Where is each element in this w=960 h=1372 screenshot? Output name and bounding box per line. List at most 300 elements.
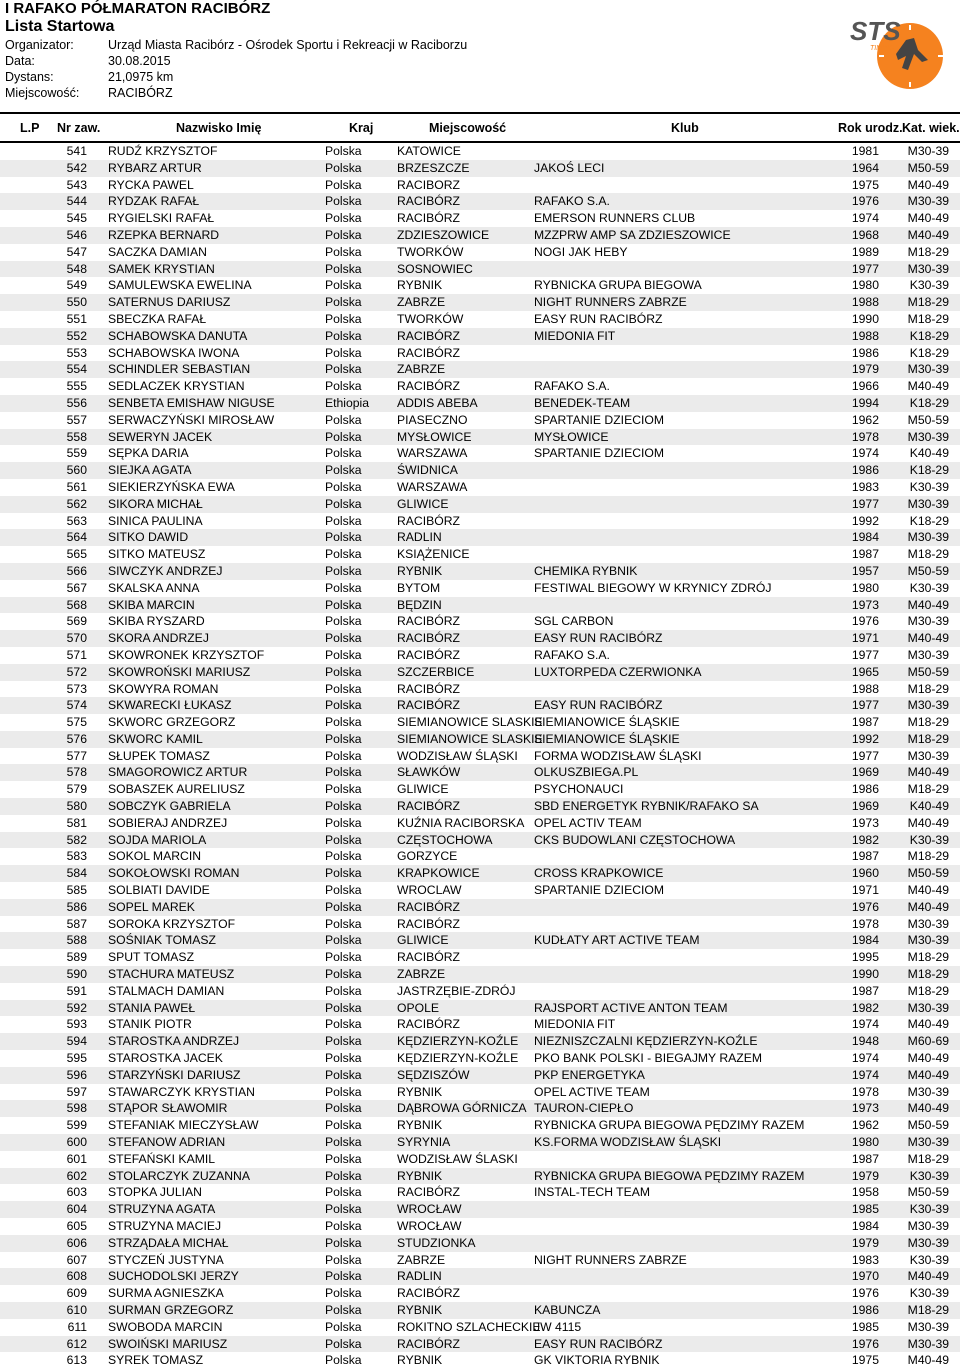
- table-row: [0, 630, 960, 647]
- table-row: [0, 647, 960, 664]
- bib-number: 563: [66, 513, 87, 528]
- bib-number: 594: [66, 1034, 87, 1049]
- club: MYSŁOWICE: [534, 429, 609, 444]
- city: SĘDZISZÓW: [397, 1067, 470, 1082]
- age-category: M50-59: [907, 1118, 949, 1133]
- bib-number: 558: [66, 429, 87, 444]
- country: Polska: [325, 916, 362, 931]
- runner-name: SKOWROŃSKI MARIUSZ: [108, 664, 251, 679]
- city: ZABRZE: [397, 1252, 446, 1267]
- table-row: [0, 899, 960, 916]
- table-row: [0, 1319, 960, 1336]
- bib-number: 609: [66, 1286, 87, 1301]
- table-row: [0, 1134, 960, 1151]
- bib-number: 552: [66, 328, 87, 343]
- bib-number: 578: [66, 765, 87, 780]
- birth-year: 1987: [851, 547, 879, 562]
- city: KATOWICE: [397, 144, 461, 158]
- bib-number: 543: [66, 177, 87, 192]
- runner-name: SKIBA RYSZARD: [108, 614, 205, 629]
- age-category: M40-49: [907, 899, 949, 914]
- birth-year: 1948: [851, 1034, 879, 1049]
- country: Polska: [325, 278, 362, 293]
- city: RACIBÓRZ: [397, 379, 460, 394]
- birth-year: 1974: [851, 1051, 879, 1066]
- club: CHEMIKA RYBNIK: [534, 563, 638, 578]
- bib-number: 544: [66, 194, 87, 209]
- club: PKO BANK POLSKI - BIEGAJMY RAZEM: [534, 1051, 763, 1066]
- birth-year: 1976: [851, 194, 879, 209]
- age-category: K18-29: [909, 395, 949, 410]
- table-row: [0, 177, 960, 194]
- city: ZABRZE: [397, 362, 446, 377]
- club: SBD ENERGETYK RYBNIK/RAFAKO SA: [534, 799, 759, 814]
- age-category: M50-59: [907, 563, 949, 578]
- country: Polska: [325, 1168, 362, 1183]
- club: OLKUSZBIEGA.PL: [534, 765, 639, 780]
- country: Polska: [325, 563, 362, 578]
- birth-year: 1969: [851, 765, 879, 780]
- table-row: [0, 1067, 960, 1084]
- country: Polska: [325, 362, 362, 377]
- country: Polska: [325, 1101, 362, 1116]
- age-category: M18-29: [907, 1151, 949, 1166]
- city: RYBNIK: [397, 1168, 443, 1183]
- birth-year: 1988: [851, 328, 879, 343]
- city: RACIBÓRZ: [397, 950, 460, 965]
- birth-year: 1990: [851, 311, 879, 326]
- age-category: M30-39: [907, 933, 949, 948]
- country: Polska: [325, 429, 362, 444]
- birth-year: 1986: [851, 345, 879, 360]
- col-category: Kat. wiek.: [902, 121, 960, 135]
- city: RADLIN: [397, 1269, 442, 1284]
- bib-number: 577: [66, 748, 87, 763]
- bib-number: 555: [66, 379, 87, 394]
- city: WARSZAWA: [397, 479, 468, 494]
- age-category: K30-39: [909, 479, 949, 494]
- bib-number: 595: [66, 1051, 87, 1066]
- club: KS.FORMA WODZISŁAW ŚLĄSKI: [534, 1135, 722, 1150]
- runner-name: RYBARZ ARTUR: [108, 160, 202, 175]
- birth-year: 1988: [851, 295, 879, 310]
- city: SOSNOWIEC: [397, 261, 473, 276]
- table-row: [0, 1201, 960, 1218]
- city: STUDZIONKA: [397, 1235, 476, 1250]
- runner-name: STRUZYNA AGATA: [108, 1202, 216, 1217]
- table-row: [0, 983, 960, 1000]
- country: Polska: [325, 614, 362, 629]
- birth-year: 1977: [851, 698, 879, 713]
- city: RYBNIK: [397, 1084, 443, 1099]
- runner-name: SKWARECKI ŁUKASZ: [108, 698, 232, 713]
- club: JAKOŚ LECI: [534, 160, 605, 175]
- age-category: M18-29: [907, 295, 949, 310]
- table-row: [0, 882, 960, 899]
- birth-year: 1975: [851, 1353, 879, 1368]
- city: JASTRZĘBIE-ZDRÓJ: [397, 983, 516, 998]
- city: GORZYCE: [397, 849, 458, 864]
- city: DĄBROWA GÓRNICZA: [397, 1101, 527, 1116]
- city: BYTOM: [397, 580, 441, 595]
- club: LUXTORPEDA CZERWIONKA: [534, 664, 702, 679]
- birth-year: 1994: [851, 395, 879, 410]
- table-row: [0, 1218, 960, 1235]
- age-category: K30-39: [909, 832, 949, 847]
- age-category: M40-49: [907, 1051, 949, 1066]
- birth-year: 1979: [851, 1235, 879, 1250]
- birth-year: 1984: [851, 933, 879, 948]
- birth-year: 1987: [851, 983, 879, 998]
- table-row: [0, 429, 960, 446]
- bib-number: 557: [66, 412, 87, 427]
- birth-year: 1984: [851, 530, 879, 545]
- runner-name: SOROKA KRZYSZTOF: [108, 916, 236, 931]
- age-category: M30-39: [907, 647, 949, 662]
- city: KRAPKOWICE: [397, 866, 480, 881]
- country: Polska: [325, 731, 362, 746]
- birth-year: 1992: [851, 731, 879, 746]
- country: Polska: [325, 1252, 362, 1267]
- city: SZCZERBICE: [397, 664, 475, 679]
- bib-number: 589: [66, 950, 87, 965]
- runner-name: SUCHODOLSKI JERZY: [108, 1269, 239, 1284]
- runner-name: RYGIELSKI RAFAŁ: [108, 211, 215, 226]
- city: SŁAWKÓW: [397, 765, 461, 780]
- birth-year: 1992: [851, 513, 879, 528]
- runner-name: SKOWRONEK KRZYSZTOF: [108, 647, 265, 662]
- bib-number: 562: [66, 496, 87, 511]
- table-row: [0, 412, 960, 429]
- birth-year: 1974: [851, 1067, 879, 1082]
- table-row: [0, 1050, 960, 1067]
- club: EASY RUN RACIBÓRZ: [534, 631, 663, 646]
- birth-year: 1976: [851, 899, 879, 914]
- country: Polska: [325, 1219, 362, 1233]
- runner-name: SOBASZEK AURELIUSZ: [108, 782, 245, 797]
- city: RYBNIK: [397, 1302, 443, 1317]
- age-category: K30-39: [909, 1252, 949, 1267]
- city: ŚWIDNICA: [397, 463, 458, 478]
- runner-name: SOLBIATI DAVIDE: [108, 883, 210, 898]
- age-category: K30-39: [909, 1286, 949, 1301]
- city: RACIBÓRZ: [397, 614, 460, 629]
- runner-name: SACZKA DAMIAN: [108, 244, 207, 259]
- runner-name: SCHABOWSKA IWONA: [108, 345, 240, 360]
- country: Polska: [325, 1151, 362, 1166]
- club: FESTIWAL BIEGOWY W KRYNICY ZDRÓJ: [534, 580, 772, 595]
- city: CZĘSTOCHOWA: [397, 832, 493, 847]
- age-category: M40-49: [907, 211, 949, 226]
- city: ZABRZE: [397, 967, 446, 982]
- country: Polska: [325, 1319, 362, 1334]
- bib-number: 608: [66, 1269, 87, 1284]
- birth-year: 1973: [851, 815, 879, 830]
- table-row: [0, 227, 960, 244]
- meta-location: Miejscowość: RACIBÓRZ: [5, 86, 173, 100]
- birth-year: 1974: [851, 446, 879, 461]
- table-row: [0, 1117, 960, 1134]
- document-subtitle: Lista Startowa: [5, 18, 115, 35]
- table-row: [0, 445, 960, 462]
- age-category: K30-39: [909, 580, 949, 595]
- birth-year: 1971: [851, 631, 879, 646]
- country: Polska: [325, 899, 362, 914]
- club: RYBNICKA GRUPA BIEGOWA PĘDZIMY RAZEM: [534, 1118, 805, 1133]
- club: MIEDONIA FIT: [534, 1017, 616, 1032]
- age-category: K18-29: [909, 463, 949, 478]
- country: Polska: [325, 664, 362, 679]
- city: ADDIS ABEBA: [397, 395, 478, 410]
- city: GLIWICE: [397, 782, 449, 797]
- city: SIEMIANOWICE SLASKIE: [397, 731, 543, 746]
- runner-name: SCHABOWSKA DANUTA: [108, 328, 248, 343]
- runner-name: STAROSTKA ANDRZEJ: [108, 1034, 240, 1049]
- bib-number: 572: [66, 664, 87, 679]
- birth-year: 1958: [851, 1185, 879, 1200]
- table-row: [0, 378, 960, 395]
- table-row: [0, 496, 960, 513]
- club: OPEL ACTIVE TEAM: [534, 1084, 650, 1099]
- club: INSTAL-TECH TEAM: [534, 1185, 651, 1200]
- city: BĘDZIN: [397, 597, 442, 612]
- table-row: [0, 966, 960, 983]
- club: CKS BUDOWLANI CZĘSTOCHOWA: [534, 832, 736, 847]
- col-lp: L.P: [20, 121, 40, 135]
- bib-number: 602: [66, 1168, 87, 1183]
- club: TAURON-CIEPŁO: [534, 1101, 634, 1116]
- birth-year: 1986: [851, 463, 879, 478]
- table-row: [0, 294, 960, 311]
- age-category: M50-59: [907, 412, 949, 427]
- age-category: M18-29: [907, 311, 949, 326]
- age-category: M40-49: [907, 1017, 949, 1032]
- city: RACIBORZ: [397, 177, 460, 192]
- city: KUŹNIA RACIBORSKA: [397, 815, 525, 830]
- city: ZABRZE: [397, 295, 446, 310]
- club: PKP ENERGETYKA: [534, 1067, 645, 1082]
- country: Polska: [325, 1202, 362, 1217]
- runner-name: STANIA PAWEŁ: [108, 1000, 196, 1015]
- age-category: M40-49: [907, 597, 949, 612]
- country: Polska: [325, 1135, 362, 1150]
- country: Polska: [325, 463, 362, 478]
- city: WODZISŁAW ŚLĄSKI: [397, 748, 518, 763]
- birth-year: 1957: [851, 563, 879, 578]
- runner-name: RUDŹ KRZYSZTOF: [108, 144, 218, 158]
- club: MZZPRW AMP SA ZDZIESZOWICE: [534, 227, 731, 242]
- table-row: [0, 932, 960, 949]
- runner-name: SKWORC KAMIL: [108, 731, 203, 746]
- country: Polska: [325, 1286, 362, 1301]
- runner-name: SURMA AGNIESZKA: [108, 1286, 224, 1301]
- bib-number: 560: [66, 463, 87, 478]
- city: WROCŁAW: [397, 1219, 462, 1233]
- country: Polska: [325, 1353, 362, 1368]
- age-category: M18-29: [907, 983, 949, 998]
- bib-number: 612: [66, 1336, 87, 1351]
- bib-number: 559: [66, 446, 87, 461]
- runner-name: SYREK TOMASZ: [108, 1353, 204, 1368]
- country: Polska: [325, 681, 362, 696]
- bib-number: 596: [66, 1067, 87, 1082]
- bib-number: 541: [66, 144, 87, 158]
- runner-name: STALMACH DAMIAN: [108, 983, 225, 998]
- age-category: K30-39: [909, 1168, 949, 1183]
- country: Polska: [325, 479, 362, 494]
- bib-number: 606: [66, 1235, 87, 1250]
- bib-number: 599: [66, 1118, 87, 1133]
- country: Polska: [325, 1000, 362, 1015]
- table-row: [0, 764, 960, 781]
- age-category: M18-29: [907, 782, 949, 797]
- birth-year: 1990: [851, 967, 879, 982]
- table-row: [0, 916, 960, 933]
- runner-name: SERWACZYŃSKI MIROSŁAW: [108, 412, 275, 427]
- country: Polska: [325, 849, 362, 864]
- age-category: M18-29: [907, 731, 949, 746]
- country: Polska: [325, 1034, 362, 1049]
- country: Polska: [325, 967, 362, 982]
- age-category: M30-39: [907, 1319, 949, 1334]
- country: Polska: [325, 244, 362, 259]
- bib-number: 610: [66, 1302, 87, 1317]
- runner-name: STOLARCZYK ZUZANNA: [108, 1168, 250, 1183]
- bib-number: 592: [66, 1000, 87, 1015]
- age-category: M30-39: [907, 614, 949, 629]
- club: SPARTANIE DZIECIOM: [534, 412, 665, 427]
- col-club: Klub: [671, 121, 699, 135]
- birth-year: 1976: [851, 614, 879, 629]
- bib-number: 601: [66, 1151, 87, 1166]
- table-row: [0, 781, 960, 798]
- runner-name: SIKORA MICHAŁ: [108, 496, 203, 511]
- table-row: [0, 848, 960, 865]
- bib-number: 576: [66, 731, 87, 746]
- country: Polska: [325, 379, 362, 394]
- bib-number: 597: [66, 1084, 87, 1099]
- city: RYBNIK: [397, 278, 443, 293]
- country: Polska: [325, 832, 362, 847]
- runner-name: STOPKA JULIAN: [108, 1185, 202, 1200]
- bib-number: 611: [67, 1319, 87, 1334]
- age-category: M30-39: [907, 261, 949, 276]
- age-category: M60-69: [907, 1034, 949, 1049]
- runner-name: SIWCZYK ANDRZEJ: [108, 563, 223, 578]
- col-country: Kraj: [349, 121, 374, 135]
- birth-year: 1971: [851, 883, 879, 898]
- runner-name: SAMULEWSKA EWELINA: [108, 278, 252, 293]
- club: KABUNCZA: [534, 1302, 601, 1317]
- table-row: [0, 865, 960, 882]
- runner-name: STRZĄDAŁA MICHAŁ: [108, 1235, 229, 1250]
- birth-year: 1986: [851, 782, 879, 797]
- city: WROCŁAW: [397, 1202, 462, 1217]
- bib-number: 573: [66, 681, 87, 696]
- birth-year: 1980: [851, 1135, 879, 1150]
- table-row: [0, 714, 960, 731]
- meta-date: Data: 30.08.2015: [5, 54, 171, 68]
- table-row: [0, 143, 960, 160]
- birth-year: 1977: [851, 261, 879, 276]
- age-category: K40-49: [909, 799, 949, 814]
- club: SPARTANIE DZIECIOM: [534, 883, 665, 898]
- age-category: M40-49: [907, 177, 949, 192]
- table-row: [0, 261, 960, 278]
- club: EASY RUN RACIBÓRZ: [534, 311, 663, 326]
- bib-number: 571: [66, 647, 87, 662]
- bib-number: 568: [66, 597, 87, 612]
- bib-number: 575: [66, 715, 87, 730]
- runner-name: SKWORC GRZEGORZ: [108, 715, 236, 730]
- table-row: [0, 1168, 960, 1185]
- runner-name: SOKOL MARCIN: [108, 849, 202, 864]
- bib-number: 582: [66, 832, 87, 847]
- birth-year: 1965: [851, 664, 879, 679]
- country: Polska: [325, 983, 362, 998]
- col-year: Rok urodz.: [838, 121, 903, 135]
- age-category: M40-49: [907, 1067, 949, 1082]
- birth-year: 1977: [851, 647, 879, 662]
- birth-year: 1960: [851, 866, 879, 881]
- age-category: M40-49: [907, 1101, 949, 1116]
- city: RYBNIK: [397, 563, 443, 578]
- table-row: [0, 681, 960, 698]
- table-row: [0, 613, 960, 630]
- logo-subtext: TIMING: [870, 45, 895, 52]
- birth-year: 1973: [851, 597, 879, 612]
- country: Polska: [325, 647, 362, 662]
- birth-year: 1977: [851, 748, 879, 763]
- birth-year: 1976: [851, 1286, 879, 1301]
- country: Polska: [325, 211, 362, 226]
- city: RACIBÓRZ: [397, 631, 460, 646]
- age-category: M50-59: [907, 1185, 949, 1200]
- club: RYBNICKA GRUPA BIEGOWA PĘDZIMY RAZEM: [534, 1168, 805, 1183]
- bib-number: 607: [66, 1252, 87, 1267]
- club: PSYCHONAUCI: [534, 782, 624, 797]
- country: Polska: [325, 295, 362, 310]
- age-category: M18-29: [907, 1302, 949, 1317]
- age-category: M30-39: [907, 1000, 949, 1015]
- table-row: [0, 815, 960, 832]
- table-row: [0, 277, 960, 294]
- city: BRZESZCZE: [397, 160, 470, 175]
- city: KSIĄŻENICE: [397, 547, 470, 562]
- country: Polska: [325, 782, 362, 797]
- table-row: [0, 1235, 960, 1252]
- birth-year: 1987: [851, 715, 879, 730]
- table-row: [0, 513, 960, 530]
- age-category: M40-49: [907, 631, 949, 646]
- club: CROSS KRAPKOWICE: [534, 866, 664, 881]
- country: Polska: [325, 412, 362, 427]
- runner-name: SEDLACZEK KRYSTIAN: [108, 379, 245, 394]
- country: Polska: [325, 194, 362, 209]
- age-category: M30-39: [907, 1219, 949, 1233]
- club: JW 4115: [534, 1319, 582, 1334]
- city: TWORKÓW: [397, 244, 464, 259]
- city: RACIBÓRZ: [397, 1017, 460, 1032]
- table-row: [0, 395, 960, 412]
- bib-number: 550: [66, 295, 87, 310]
- birth-year: 1980: [851, 580, 879, 595]
- table-row: [0, 832, 960, 849]
- runner-name: SIEKIERZYŃSKA EWA: [108, 479, 235, 494]
- bib-number: 554: [66, 362, 87, 377]
- city: WROCLAW: [397, 883, 462, 898]
- club: RYBNICKA GRUPA BIEGOWA: [534, 278, 702, 293]
